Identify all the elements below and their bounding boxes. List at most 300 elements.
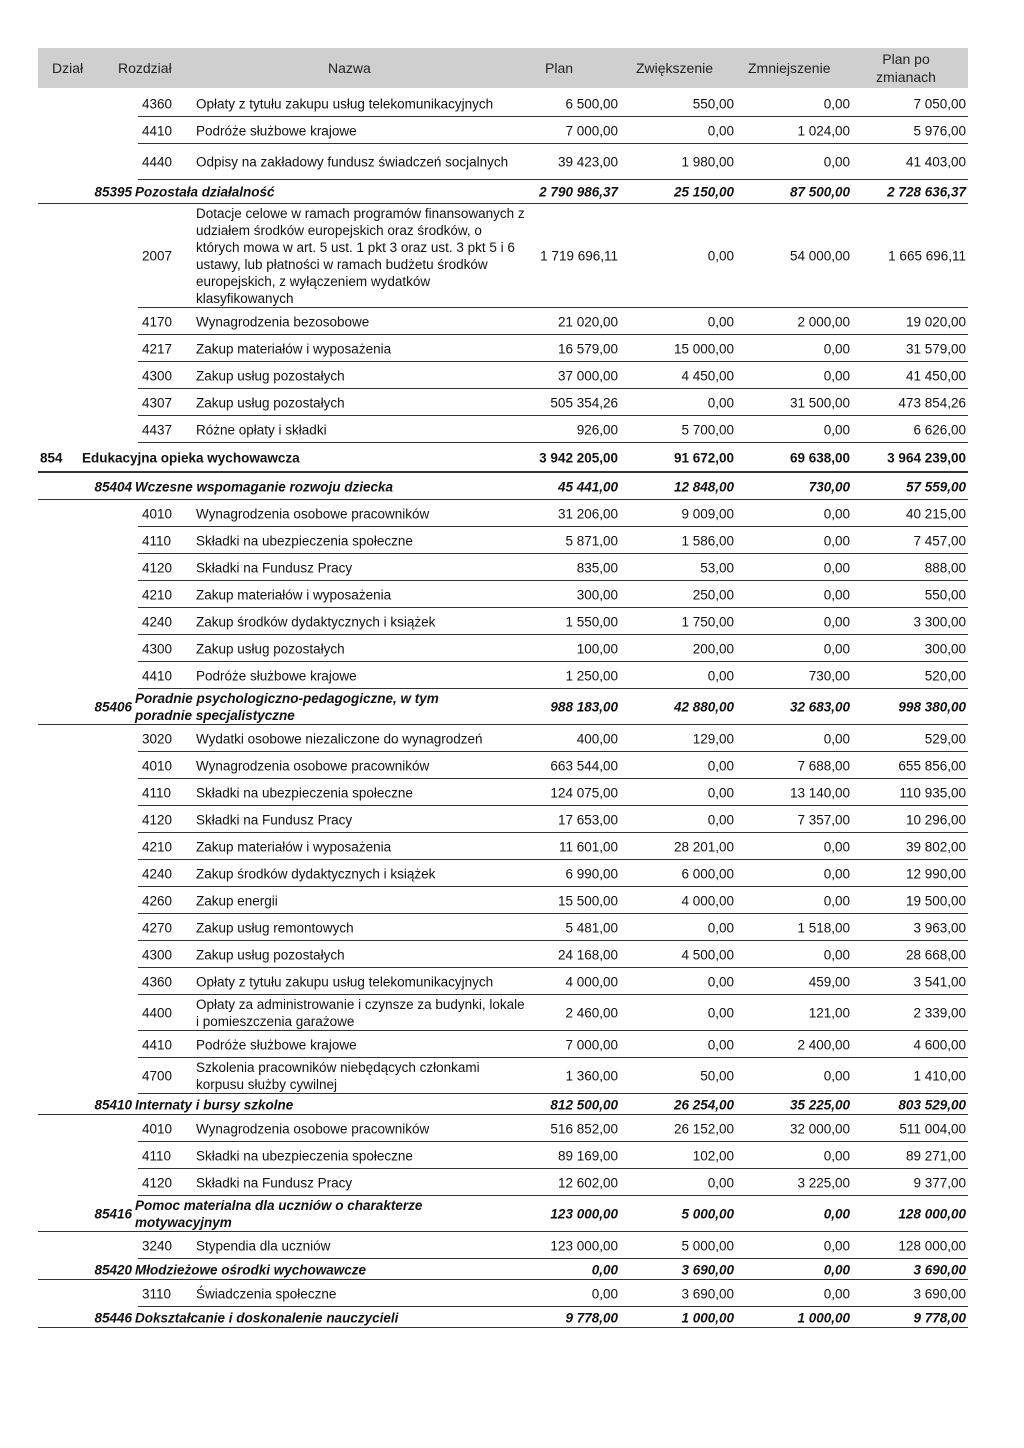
table-row: [38, 554, 968, 581]
paragraf-code: 3240: [142, 1238, 173, 1253]
decrease-value: 121,00: [808, 1005, 850, 1021]
plan-after-value: 41 403,00: [905, 154, 966, 170]
plan-after-value: 12 990,00: [905, 866, 966, 881]
plan-value: 6 500,00: [565, 96, 618, 111]
table-row: [38, 389, 968, 416]
decrease-value: 0,00: [823, 341, 850, 356]
table-row: [38, 1280, 968, 1307]
decrease-value: 0,00: [823, 947, 850, 962]
dzial-code: 854: [40, 450, 63, 466]
increase-value: 4 500,00: [681, 947, 734, 962]
decrease-value: 7 688,00: [797, 758, 850, 773]
paragraf-code: 4010: [142, 1121, 173, 1136]
increase-value: 1 586,00: [681, 533, 734, 548]
item-name: Zakup środków dydaktycznych i książek: [196, 614, 436, 629]
plan-value: 1 250,00: [565, 668, 618, 683]
plan-after-value: 10 296,00: [905, 812, 966, 827]
plan-value: 5 871,00: [565, 533, 618, 548]
rozdzial-code: 85420: [94, 1262, 132, 1277]
plan-value: 988 183,00: [550, 699, 618, 715]
decrease-value: 0,00: [823, 96, 850, 111]
table-row: [38, 752, 968, 779]
paragraf-code: 4410: [142, 123, 173, 138]
plan-value: 7 000,00: [565, 1037, 618, 1052]
decrease-value: 0,00: [823, 641, 850, 656]
table-row: [38, 941, 968, 968]
paragraf-code: 4360: [142, 96, 173, 111]
table-row: [38, 90, 968, 117]
item-name: Zakup środków dydaktycznych i książek: [196, 866, 436, 881]
rozdzial-code: 85404: [94, 479, 132, 494]
plan-after-value: 3 964 239,00: [887, 450, 966, 466]
plan-after-value: 655 856,00: [898, 758, 966, 773]
plan-value: 123 000,00: [550, 1206, 618, 1222]
paragraf-code: 4240: [142, 866, 173, 881]
plan-value: 1 719 696,11: [540, 248, 618, 264]
plan-after-value: 1 665 696,11: [888, 248, 966, 264]
item-name: Świadczenia społeczne: [196, 1286, 337, 1301]
increase-value: 50,00: [700, 1068, 734, 1084]
item-name: Podróże służbowe krajowe: [196, 668, 357, 683]
paragraf-code: 4240: [142, 614, 173, 629]
paragraf-code: 4120: [142, 1175, 173, 1190]
rozdzial-row: [38, 1196, 968, 1232]
decrease-value: 0,00: [823, 533, 850, 548]
plan-after-value: 888,00: [924, 560, 966, 575]
plan-after-value: 3 541,00: [913, 974, 966, 989]
increase-value: 15 000,00: [673, 341, 734, 356]
item-name: Wczesne wspomaganie rozwoju dziecka: [135, 479, 394, 494]
table-row: [38, 527, 968, 554]
paragraf-code: 4120: [142, 812, 173, 827]
header-dzial: Dział: [52, 60, 84, 76]
increase-value: 0,00: [707, 812, 734, 827]
decrease-value: 1 518,00: [797, 920, 850, 935]
increase-value: 26 254,00: [673, 1097, 734, 1112]
increase-value: 4 000,00: [681, 893, 734, 908]
plan-after-value: 3 690,00: [913, 1286, 966, 1301]
paragraf-code: 4440: [142, 154, 173, 170]
plan-value: 7 000,00: [565, 123, 618, 138]
paragraf-code: 4010: [142, 758, 173, 773]
item-name: Różne opłaty i składki: [196, 422, 327, 437]
rozdzial-row: [38, 1307, 968, 1328]
item-name: Składki na Fundusz Pracy: [196, 560, 353, 575]
plan-value: 39 423,00: [557, 154, 618, 170]
table-row: [38, 117, 968, 144]
table-row: [38, 416, 968, 443]
plan-value: 17 653,00: [557, 812, 618, 827]
table-row: [38, 914, 968, 941]
plan-value: 16 579,00: [557, 341, 618, 356]
increase-value: 0,00: [707, 123, 734, 138]
decrease-value: 0,00: [823, 1286, 850, 1301]
table-row: [38, 887, 968, 914]
rozdzial-code: 85395: [94, 184, 132, 200]
plan-after-value: 3 690,00: [913, 1262, 966, 1277]
plan-value: 2 460,00: [565, 1005, 618, 1021]
plan-after-value: 803 529,00: [898, 1097, 966, 1112]
plan-value: 0,00: [591, 1262, 618, 1277]
item-name: Opłaty z tytułu zakupu usług telekomunikacyjnych: [196, 96, 494, 111]
table-row: [38, 1058, 968, 1094]
rozdzial-row: [38, 689, 968, 725]
plan-value: 835,00: [576, 560, 618, 575]
paragraf-code: 2007: [142, 248, 173, 264]
decrease-value: 87 500,00: [789, 184, 850, 200]
item-name: Zakup usług remontowych: [196, 920, 354, 935]
increase-value: 42 880,00: [673, 699, 734, 715]
decrease-value: 69 638,00: [789, 450, 850, 466]
item-name: Stypendia dla uczniów: [196, 1238, 331, 1253]
decrease-value: 0,00: [823, 839, 850, 854]
item-name: Młodzieżowe ośrodki wychowawcze: [135, 1262, 367, 1277]
plan-after-value: 28 668,00: [905, 947, 966, 962]
plan-value: 15 500,00: [557, 893, 618, 908]
plan-after-value: 7 457,00: [913, 533, 966, 548]
table-row: [38, 335, 968, 362]
item-name: Zakup energii: [196, 893, 278, 908]
plan-after-value: 511 004,00: [899, 1121, 966, 1136]
paragraf-code: 4010: [142, 506, 173, 521]
decrease-value: 0,00: [823, 893, 850, 908]
item-name: Poradnie psychologiczno-pedagogiczne, w tym poradnie specjalistyczne: [135, 691, 439, 723]
decrease-value: 32 000,00: [789, 1121, 850, 1136]
rozdzial-row: [38, 1259, 968, 1280]
header-zwiekszenie: Zwiększenie: [636, 60, 714, 76]
plan-after-value: 473 854,26: [898, 395, 966, 410]
rozdzial-code: 85406: [94, 699, 132, 715]
paragraf-code: 4110: [142, 785, 172, 800]
increase-value: 0,00: [707, 920, 734, 935]
plan-value: 1 550,00: [565, 614, 618, 629]
plan-after-value: 40 215,00: [905, 506, 966, 521]
plan-after-value: 3 963,00: [913, 920, 966, 935]
table-row: [38, 662, 968, 689]
rozdzial-code: 85416: [94, 1206, 132, 1222]
plan-after-value: 1 410,00: [913, 1068, 966, 1084]
table-row: [38, 1169, 968, 1196]
plan-after-value: 110 935,00: [899, 785, 966, 800]
item-name: Zakup usług pozostałych: [196, 641, 345, 656]
increase-value: 3 690,00: [681, 1286, 734, 1301]
paragraf-code: 4110: [142, 533, 172, 548]
increase-value: 6 000,00: [681, 866, 734, 881]
increase-value: 0,00: [707, 785, 734, 800]
plan-value: 1 360,00: [565, 1068, 618, 1084]
increase-value: 12 848,00: [673, 479, 734, 494]
decrease-value: 0,00: [823, 368, 850, 383]
item-name: Dotacje celowe w ramach programów finansowanych z udziałem środków europejskich oraz środków, o których mowa w art. 5 ust. 1 pkt 3 oraz ust. 3 pkt 5 i 6 ustawy, lub płatności w ramach budżetu środków europejskich, z wyłączeniem wydatków klasyfikowanych: [196, 206, 525, 306]
increase-value: 0,00: [707, 1175, 734, 1190]
increase-value: 53,00: [700, 560, 734, 575]
item-name: Pozostała działalność: [135, 184, 275, 200]
increase-value: 0,00: [707, 248, 734, 264]
plan-value: 5 481,00: [565, 920, 618, 935]
item-name: Składki na ubezpieczenia społeczne: [196, 1148, 413, 1163]
plan-after-value: 9 377,00: [913, 1175, 966, 1190]
decrease-value: 32 683,00: [789, 699, 850, 715]
increase-value: 9 009,00: [681, 506, 734, 521]
paragraf-code: 4170: [142, 314, 173, 329]
item-name: Wydatki osobowe niezaliczone do wynagrodzeń: [196, 731, 483, 746]
item-name: Zakup materiałów i wyposażenia: [196, 587, 392, 602]
plan-value: 6 990,00: [565, 866, 618, 881]
table-row: [38, 1031, 968, 1058]
paragraf-code: 4300: [142, 641, 173, 656]
table-row: [38, 500, 968, 527]
item-name: Składki na Fundusz Pracy: [196, 812, 353, 827]
paragraf-code: 4410: [142, 1037, 173, 1052]
table-row: [38, 779, 968, 806]
table-row: [38, 144, 968, 180]
plan-after-value: 5 976,00: [913, 123, 966, 138]
item-name: Opłaty z tytułu zakupu usług telekomunikacyjnych: [196, 974, 494, 989]
decrease-value: 0,00: [823, 614, 850, 629]
plan-after-value: 128 000,00: [898, 1206, 966, 1222]
plan-after-value: 529,00: [924, 731, 966, 746]
item-name: Podróże służbowe krajowe: [196, 1037, 357, 1052]
plan-value: 300,00: [576, 587, 618, 602]
plan-after-value: 2 339,00: [913, 1005, 966, 1021]
plan-after-value: 550,00: [924, 587, 966, 602]
plan-after-value: 9 778,00: [913, 1310, 966, 1325]
increase-value: 25 150,00: [673, 184, 734, 200]
plan-after-value: 89 271,00: [905, 1148, 966, 1163]
increase-value: 5 700,00: [681, 422, 734, 437]
item-name: Zakup usług pozostałych: [196, 395, 345, 410]
increase-value: 1 980,00: [681, 154, 734, 170]
rozdzial-row: [38, 180, 968, 204]
decrease-value: 0,00: [823, 731, 850, 746]
table-row: [38, 968, 968, 995]
paragraf-code: 3020: [142, 731, 173, 746]
increase-value: 5 000,00: [681, 1206, 734, 1222]
item-name: Podróże służbowe krajowe: [196, 123, 357, 138]
increase-value: 0,00: [707, 668, 734, 683]
plan-value: 37 000,00: [557, 368, 618, 383]
plan-after-value: 7 050,00: [913, 96, 966, 111]
item-name: Opłaty za administrowanie i czynsze za budynki, lokale i pomieszczenia garażowe: [196, 997, 525, 1029]
table-row: [38, 1115, 968, 1142]
increase-value: 28 201,00: [673, 839, 734, 854]
increase-value: 129,00: [692, 731, 734, 746]
item-name: Odpisy na zakładowy fundusz świadczeń socjalnych: [196, 154, 509, 170]
rozdzial-code: 85410: [94, 1097, 132, 1112]
plan-value: 123 000,00: [550, 1238, 618, 1253]
dzial-row: [38, 443, 968, 473]
header-nazwa: Nazwa: [328, 60, 371, 76]
plan-value: 663 544,00: [550, 758, 618, 773]
plan-value: 926,00: [576, 422, 618, 437]
increase-value: 1 750,00: [681, 614, 734, 629]
table-row: [38, 833, 968, 860]
budget-table: [38, 90, 968, 1328]
item-name: Edukacyjna opieka wychowawcza: [82, 450, 300, 466]
decrease-value: 0,00: [823, 587, 850, 602]
paragraf-code: 4210: [142, 839, 173, 854]
increase-value: 550,00: [692, 96, 734, 111]
item-name: Dokształcanie i doskonalenie nauczycieli: [135, 1310, 399, 1325]
item-name: Składki na ubezpieczenia społeczne: [196, 785, 413, 800]
paragraf-code: 4110: [142, 1148, 172, 1163]
increase-value: 1 000,00: [681, 1310, 734, 1325]
item-name: Składki na Fundusz Pracy: [196, 1175, 353, 1190]
rozdzial-row: [38, 473, 968, 500]
decrease-value: 0,00: [823, 866, 850, 881]
decrease-value: 13 140,00: [789, 785, 850, 800]
rozdzial-code: 85446: [94, 1310, 132, 1325]
decrease-value: 1 000,00: [797, 1310, 850, 1325]
header-plan-po-zmianach: Plan po zmianach: [876, 51, 936, 85]
increase-value: 0,00: [707, 395, 734, 410]
plan-value: 9 778,00: [565, 1310, 618, 1325]
plan-after-value: 31 579,00: [905, 341, 966, 356]
plan-after-value: 3 300,00: [913, 614, 966, 629]
plan-value: 0,00: [591, 1286, 618, 1301]
decrease-value: 0,00: [823, 154, 850, 170]
paragraf-code: 4120: [142, 560, 173, 575]
plan-value: 812 500,00: [550, 1097, 618, 1112]
table-row: [38, 308, 968, 335]
increase-value: 4 450,00: [681, 368, 734, 383]
plan-value: 31 206,00: [557, 506, 618, 521]
plan-value: 3 942 205,00: [539, 450, 618, 466]
table-row: [38, 1142, 968, 1169]
plan-after-value: 6 626,00: [913, 422, 966, 437]
paragraf-code: 4300: [142, 368, 173, 383]
header-plan: Plan: [545, 60, 574, 76]
rozdzial-row: [38, 1094, 968, 1115]
decrease-value: 1 024,00: [797, 123, 850, 138]
plan-after-value: 39 802,00: [905, 839, 966, 854]
plan-value: 400,00: [576, 731, 618, 746]
plan-after-value: 300,00: [924, 641, 966, 656]
paragraf-code: 4400: [142, 1005, 173, 1021]
item-name: Pomoc materialna dla uczniów o charakterze motywacyjnym: [135, 1198, 423, 1230]
increase-value: 3 690,00: [681, 1262, 734, 1277]
decrease-value: 0,00: [823, 506, 850, 521]
item-name: Internaty i bursy szkolne: [135, 1097, 294, 1112]
plan-value: 2 790 986,37: [539, 184, 618, 200]
paragraf-code: 4437: [142, 422, 173, 437]
item-name: Zakup materiałów i wyposażenia: [196, 341, 392, 356]
item-name: Wynagrodzenia bezosobowe: [196, 314, 370, 329]
decrease-value: 0,00: [823, 1206, 850, 1222]
item-name: Zakup materiałów i wyposażenia: [196, 839, 392, 854]
table-row: [38, 806, 968, 833]
decrease-value: 3 225,00: [797, 1175, 850, 1190]
paragraf-code: 4410: [142, 668, 173, 683]
decrease-value: 0,00: [823, 1238, 850, 1253]
header-zmniejszenie: Zmniejszenie: [748, 60, 831, 76]
paragraf-code: 4300: [142, 947, 173, 962]
decrease-value: 0,00: [823, 1148, 850, 1163]
decrease-value: 2 400,00: [797, 1037, 850, 1052]
increase-value: 200,00: [692, 641, 734, 656]
item-name: Zakup usług pozostałych: [196, 368, 345, 383]
plan-value: 21 020,00: [557, 314, 618, 329]
paragraf-code: 4260: [142, 893, 173, 908]
plan-value: 89 169,00: [557, 1148, 618, 1163]
decrease-value: 7 357,00: [797, 812, 850, 827]
table-row: [38, 581, 968, 608]
paragraf-code: 4307: [142, 395, 173, 410]
plan-after-value: 19 500,00: [905, 893, 966, 908]
decrease-value: 0,00: [823, 422, 850, 437]
item-name: Wynagrodzenia osobowe pracowników: [196, 506, 430, 521]
plan-after-value: 128 000,00: [898, 1238, 966, 1253]
header-rozdzial: Rozdział: [118, 60, 172, 76]
plan-after-value: 2 728 636,37: [887, 184, 966, 200]
increase-value: 102,00: [692, 1148, 734, 1163]
paragraf-code: 4700: [142, 1068, 173, 1084]
decrease-value: 31 500,00: [789, 395, 850, 410]
plan-value: 124 075,00: [550, 785, 618, 800]
table-row: [38, 860, 968, 887]
paragraf-code: 4360: [142, 974, 173, 989]
decrease-value: 0,00: [823, 1262, 850, 1277]
item-name: Zakup usług pozostałych: [196, 947, 345, 962]
table-row: [38, 995, 968, 1031]
table-row: [38, 362, 968, 389]
decrease-value: 459,00: [808, 974, 850, 989]
table-row: [38, 725, 968, 752]
row-divider: [38, 1327, 968, 1328]
decrease-value: 2 000,00: [797, 314, 850, 329]
increase-value: 0,00: [707, 974, 734, 989]
increase-value: 0,00: [707, 758, 734, 773]
plan-after-value: 4 600,00: [913, 1037, 966, 1052]
plan-value: 45 441,00: [557, 479, 618, 494]
decrease-value: 730,00: [808, 479, 850, 494]
decrease-value: 35 225,00: [789, 1097, 850, 1112]
plan-value: 12 602,00: [557, 1175, 618, 1190]
plan-value: 505 354,26: [550, 395, 618, 410]
paragraf-code: 4217: [142, 341, 173, 356]
plan-after-value: 19 020,00: [905, 314, 966, 329]
item-name: Wynagrodzenia osobowe pracowników: [196, 758, 430, 773]
plan-value: 4 000,00: [565, 974, 618, 989]
plan-value: 24 168,00: [557, 947, 618, 962]
plan-after-value: 57 559,00: [905, 479, 966, 494]
paragraf-code: 4210: [142, 587, 173, 602]
table-row: [38, 608, 968, 635]
item-name: Szkolenia pracowników niebędących członkami korpusu służby cywilnej: [196, 1060, 480, 1092]
paragraf-code: 4270: [142, 920, 173, 935]
plan-after-value: 520,00: [924, 668, 966, 683]
table-row: [38, 635, 968, 662]
increase-value: 5 000,00: [681, 1238, 734, 1253]
increase-value: 26 152,00: [673, 1121, 734, 1136]
plan-value: 516 852,00: [550, 1121, 618, 1136]
item-name: Składki na ubezpieczenia społeczne: [196, 533, 413, 548]
decrease-value: 730,00: [808, 668, 850, 683]
plan-after-value: 998 380,00: [898, 699, 966, 715]
plan-after-value: 41 450,00: [905, 368, 966, 383]
table-row: [38, 204, 968, 308]
plan-value: 100,00: [576, 641, 618, 656]
decrease-value: 54 000,00: [789, 248, 850, 264]
paragraf-code: 3110: [142, 1286, 172, 1301]
increase-value: 91 672,00: [673, 450, 734, 466]
table-row: [38, 1232, 968, 1259]
decrease-value: 0,00: [823, 560, 850, 575]
increase-value: 250,00: [692, 587, 734, 602]
table-header: [38, 48, 968, 88]
decrease-value: 0,00: [823, 1068, 850, 1084]
plan-value: 11 601,00: [558, 839, 618, 854]
